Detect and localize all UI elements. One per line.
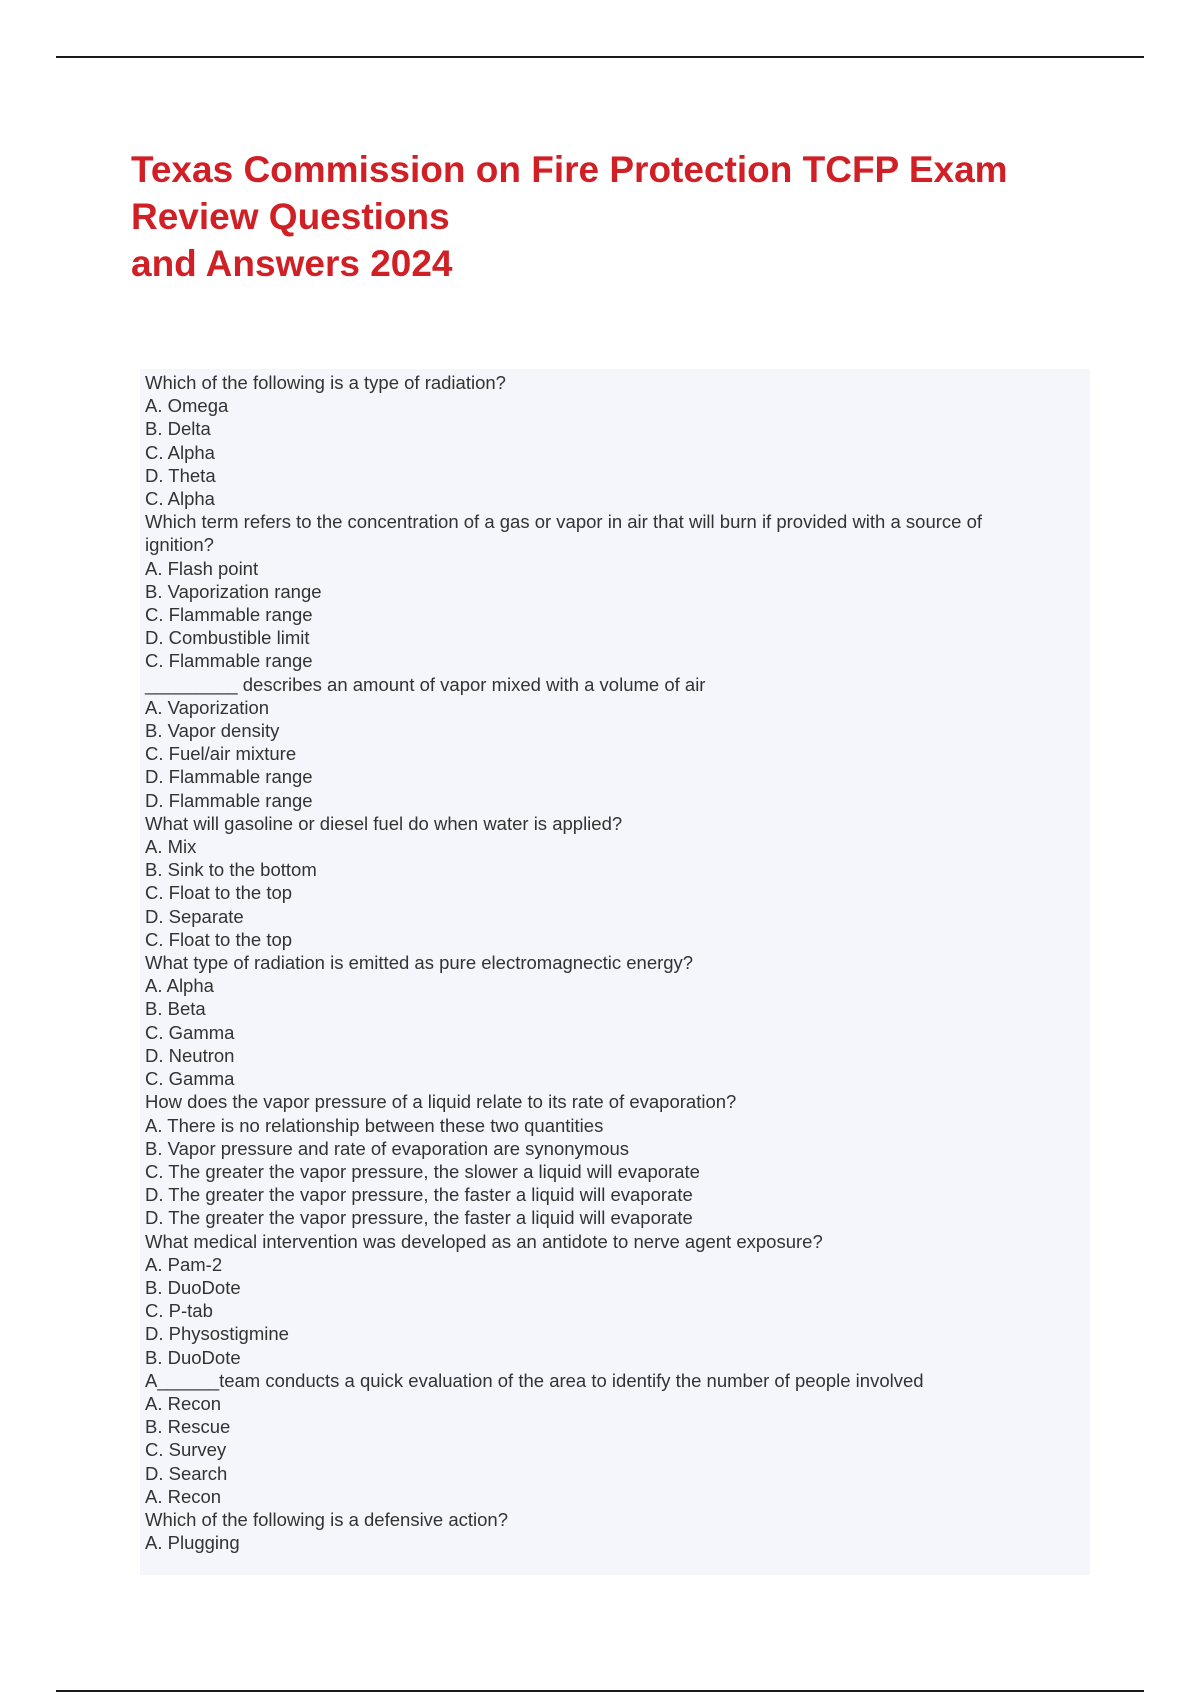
answer-line: D. The greater the vapor pressure, the faster a liquid will evaporate	[145, 1207, 693, 1229]
question-line: What type of radiation is emitted as pure electromagnectic energy?	[145, 952, 694, 974]
option-line: D. Search	[145, 1462, 228, 1484]
option-line: A. Pam-2	[145, 1253, 223, 1275]
option-line: D. Physostigmine	[145, 1323, 289, 1345]
page-title	[131, 146, 1121, 287]
answer-line: C. Float to the top	[145, 928, 293, 950]
option-line: C. Fuel/air mixture	[145, 743, 297, 765]
footer-rule	[56, 1690, 1144, 1692]
option-line: B. Delta	[145, 418, 211, 440]
option-line: A. Flash point	[145, 557, 259, 579]
option-line: D. Theta	[145, 464, 216, 486]
option-line: A. Vaporization	[145, 696, 270, 718]
option-line: D. The greater the vapor pressure, the faster a liquid will evaporate	[145, 1184, 693, 1206]
answer-line: B. DuoDote	[145, 1346, 241, 1368]
question-line: What will gasoline or diesel fuel do when water is applied?	[145, 812, 623, 834]
option-line: C. Alpha	[145, 441, 215, 463]
question-answer-block	[140, 369, 1090, 1575]
question-line: Which of the following is a defensive action?	[145, 1508, 509, 1530]
question-line: How does the vapor pressure of a liquid relate to its rate of evaporation?	[145, 1091, 737, 1113]
header-rule	[56, 56, 1144, 58]
answer-line: C. Gamma	[145, 1068, 235, 1090]
title-line: Texas Commission on Fire Protection TCFP Exam	[131, 149, 1008, 190]
question-line: Which term refers to the concentration of a gas or vapor in air that will burn if provided with a source of	[145, 511, 983, 533]
question-line: ignition?	[145, 534, 214, 556]
answer-line: D. Flammable range	[145, 789, 313, 811]
option-line: B. DuoDote	[145, 1276, 241, 1298]
answer-line: C. Flammable range	[145, 650, 313, 672]
option-line: D. Separate	[145, 905, 244, 927]
option-line: A. Plugging	[145, 1532, 240, 1554]
option-line: B. Vapor pressure and rate of evaporation are synonymous	[145, 1137, 630, 1159]
option-line: B. Beta	[145, 998, 206, 1020]
option-line: B. Rescue	[145, 1416, 231, 1438]
option-line: A. Recon	[145, 1392, 222, 1414]
option-line: D. Combustible limit	[145, 627, 310, 649]
option-line: C. Flammable range	[145, 604, 313, 626]
title-line: and Answers 2024	[131, 243, 453, 284]
answer-line: C. Alpha	[145, 488, 215, 510]
option-line: B. Sink to the bottom	[145, 859, 317, 881]
option-line: C. Float to the top	[145, 882, 293, 904]
option-line: C. Survey	[145, 1439, 227, 1461]
option-line: A. Mix	[145, 836, 197, 858]
answer-line: A. Recon	[145, 1485, 222, 1507]
question-line: Which of the following is a type of radiation?	[145, 372, 506, 393]
option-line: B. Vapor density	[145, 720, 280, 742]
option-line: C. The greater the vapor pressure, the slower a liquid will evaporate	[145, 1160, 700, 1182]
option-line: C. Gamma	[145, 1021, 235, 1043]
option-line: A. There is no relationship between these two quantities	[145, 1114, 604, 1136]
question-line: A______team conducts a quick evaluation of the area to identify the number of people involved	[145, 1369, 924, 1391]
option-line: B. Vaporization range	[145, 580, 322, 602]
title-line: Review Questions	[131, 196, 450, 237]
option-line: A. Alpha	[145, 975, 214, 997]
question-line: What medical intervention was developed as an antidote to nerve agent exposure?	[145, 1230, 823, 1252]
option-line: C. P-tab	[145, 1300, 213, 1322]
option-line: D. Flammable range	[145, 766, 313, 788]
option-line: D. Neutron	[145, 1044, 235, 1066]
option-line: A. Omega	[145, 395, 229, 417]
question-line: _________ describes an amount of vapor mixed with a volume of air	[145, 673, 706, 695]
